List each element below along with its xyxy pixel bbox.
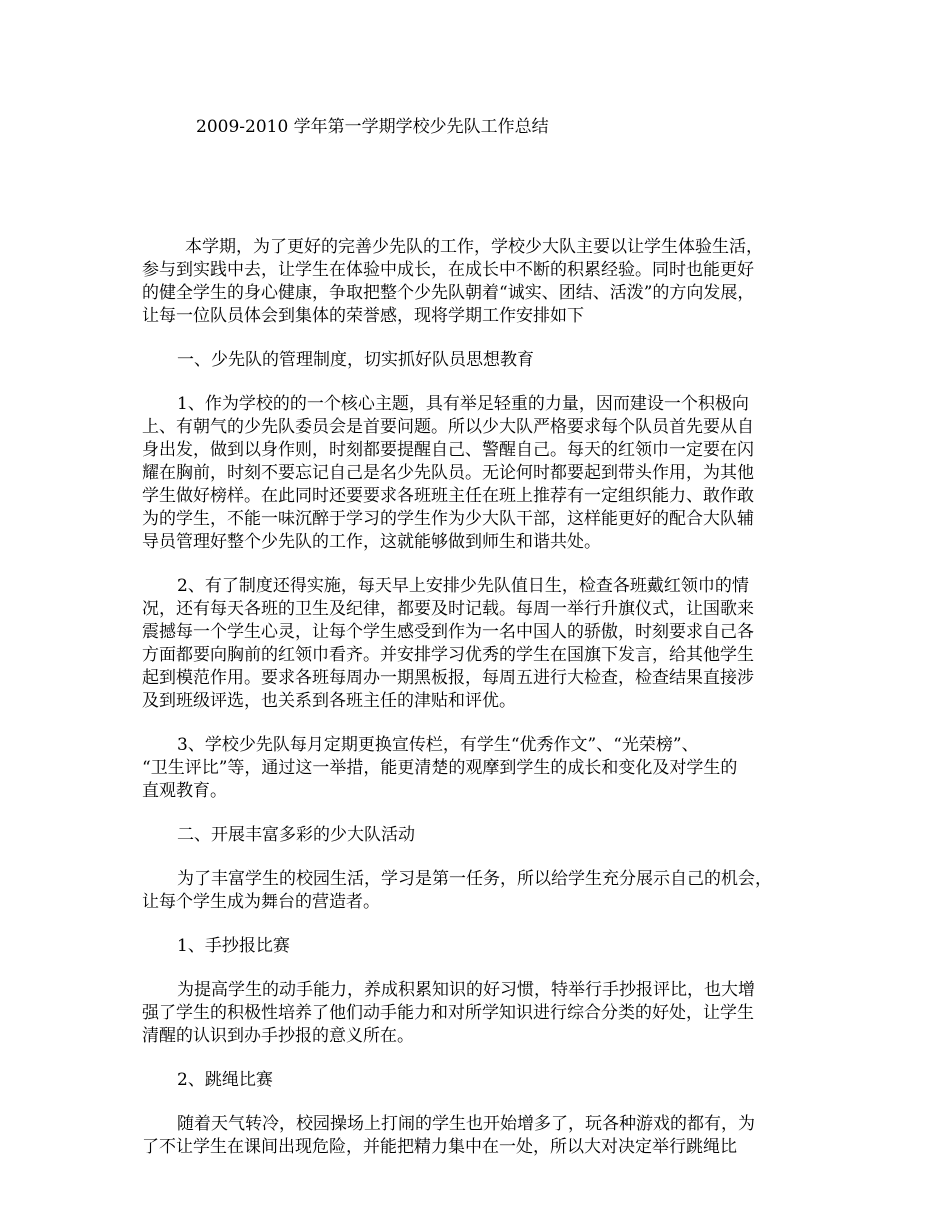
- text-line: 的健全学生的身心健康，争取把整个少先队朝着“诚实、团结、活泼”的方向发展，: [142, 283, 755, 303]
- text-line: 况，还有每天各班的卫生及纪律，都要及时记载。每周一举行升旗仪式，让国歌来: [142, 599, 754, 619]
- text-line: 为了丰富学生的校园生活，学习是第一任务，所以给学生充分展示自己的机会，: [177, 869, 772, 889]
- text-line: 随着天气转冷，校园操场上打闹的学生也开始增多了，玩各种游戏的都有，为: [177, 1114, 755, 1134]
- text-line: 本学期，为了更好的完善少先队的工作，学校少大队主要以让学生体验生活，: [185, 237, 763, 257]
- text-line: 学生做好榜样。在此同时还要要求各班班主任在班上推荐有一定组织能力、敢作敢: [142, 486, 754, 506]
- text-line: 让每个学生成为舞台的营造者。: [142, 892, 380, 912]
- paragraph: [142, 575, 802, 713]
- text-line: 参与到实践中去，让学生在体验中成长，在成长中不断的积累经验。同时也能更好: [142, 260, 754, 280]
- text-line: 1、手抄报比赛: [177, 936, 290, 956]
- text-line: 清醒的认识到办手抄报的意义所在。: [142, 1026, 414, 1046]
- paragraph-gap: [142, 803, 802, 824]
- document-title: 2009-2010 学年第一学期学校少先队工作总结: [196, 117, 549, 137]
- text-line: 为的学生，不能一味沉醉于学习的学生作为少大队干部，这样能更好的配合大队辅: [142, 509, 754, 529]
- text-line: 耀在胸前，时刻不要忘记自己是名少先队员。无论何时都要起到带头作用，为其他: [142, 463, 754, 483]
- text-line: 及到班级评选，也关系到各班主任的津贴和评优。: [142, 691, 516, 711]
- paragraph-gap: [142, 328, 802, 349]
- text-line: “卫生评比”等，通过这一举措，能更清楚的观摩到学生的成长和变化及对学生的: [142, 758, 738, 778]
- paragraph: [142, 868, 802, 914]
- text-line: 方面都要向胸前的红领巾看齐。并安排学习优秀的学生在国旗下发言，给其他学生: [142, 645, 754, 665]
- paragraph-gap: [142, 1048, 802, 1069]
- text-line: 让每一位队员体会到集体的荣誉感，现将学期工作安排如下: [142, 306, 584, 326]
- text-line: 2、跳绳比赛: [177, 1070, 273, 1090]
- text-line: 一、少先队的管理制度，切实抓好队员思想教育: [177, 350, 534, 370]
- text-line: 了不让学生在课间出现危险，并能把精力集中在一处，所以大对决定举行跳绳比: [142, 1137, 737, 1157]
- text-line: 直观教育。: [142, 781, 227, 801]
- text-line: 震撼每一个学生心灵，让每个学生感受到作为一名中国人的骄傲，时刻要求自己各: [142, 622, 754, 642]
- paragraph-gap: [142, 372, 802, 393]
- text-line: 1、作为学校的的一个核心主题，具有举足轻重的力量，因而建设一个积极向: [177, 394, 749, 414]
- text-line: 2、有了制度还得实施，每天早上安排少先队值日生，检查各班戴红领巾的情: [177, 576, 749, 596]
- paragraph-gap: [142, 1092, 802, 1113]
- paragraph-gap: [142, 958, 802, 979]
- paragraph: [142, 1069, 802, 1092]
- text-line: 为提高学生的动手能力，养成积累知识的好习惯，特举行手抄报评比，也大增: [177, 980, 755, 1000]
- document-body: [142, 236, 802, 1159]
- text-line: 起到模范作用。要求各班每周办一期黑板报，每周五进行大检查，检查结果直接涉: [142, 668, 754, 688]
- paragraph: [142, 236, 802, 328]
- paragraph-gap: [142, 713, 802, 734]
- paragraph: [142, 734, 802, 803]
- text-line: 3、学校少先队每月定期更换宣传栏，有学生“优秀作文”、“光荣榜”、: [177, 735, 699, 755]
- text-line: 强了学生的积极性培养了他们动手能力和对所学知识进行综合分类的好处，让学生: [142, 1003, 754, 1023]
- paragraph: [142, 349, 802, 372]
- text-line: 导员管理好整个少先队的工作，这就能够做到师生和谐共处。: [142, 532, 601, 552]
- paragraph: [142, 979, 802, 1048]
- paragraph: [142, 824, 802, 847]
- paragraph-gap: [142, 554, 802, 575]
- paragraph: [142, 393, 802, 554]
- text-line: 身出发，做到以身作则，时刻都要提醒自己、警醒自己。每天的红领巾一定要在闪: [142, 440, 754, 460]
- paragraph-gap: [142, 914, 802, 935]
- paragraph: [142, 1113, 802, 1159]
- paragraph: [142, 935, 802, 958]
- paragraph-gap: [142, 847, 802, 868]
- text-line: 二、开展丰富多彩的少大队活动: [177, 825, 415, 845]
- text-line: 上、有朝气的少先队委员会是首要问题。所以少大队严格要求每个队员首先要从自: [142, 417, 754, 437]
